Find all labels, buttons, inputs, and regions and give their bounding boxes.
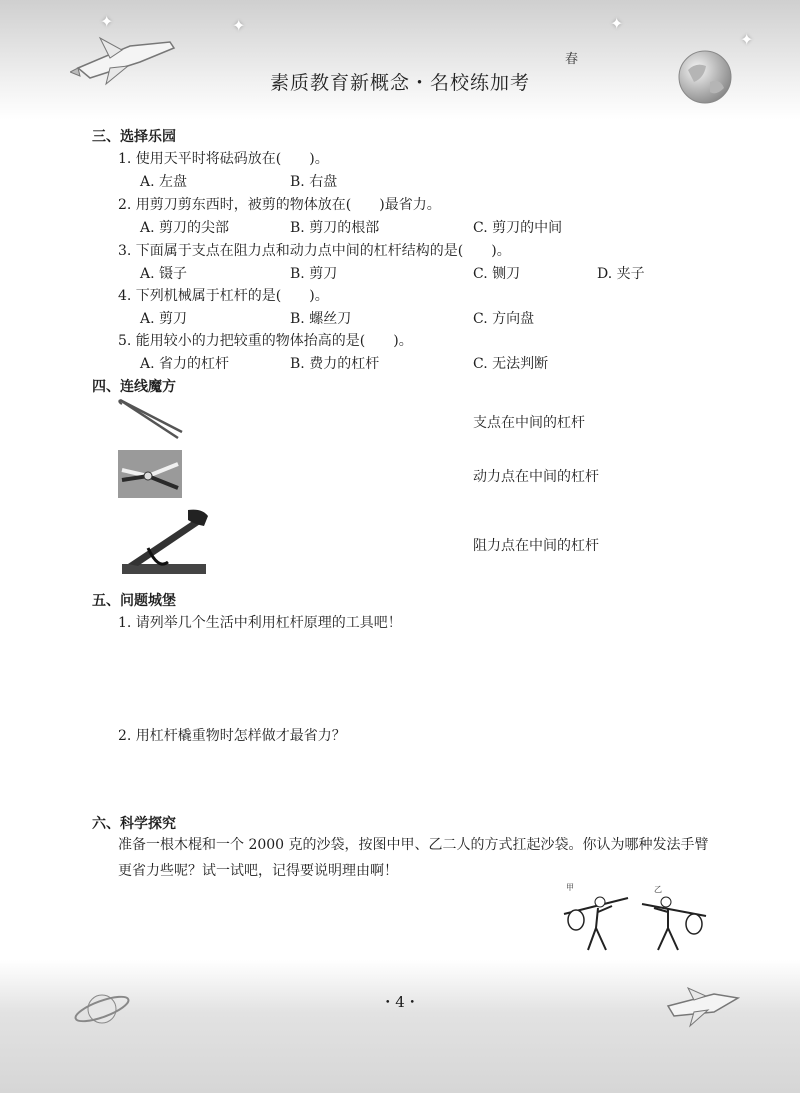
option: B. 螺丝刀	[290, 311, 352, 327]
option: A. 镊子	[140, 266, 188, 282]
option: C. 方向盘	[473, 311, 535, 327]
star-icon: ✦	[610, 14, 624, 33]
page-number: ・4・	[380, 993, 420, 1011]
option: A. 左盘	[140, 174, 188, 190]
figure-label: 甲	[566, 883, 574, 892]
option: B. 费力的杠杆	[290, 356, 380, 372]
match-label: 动力点在中间的杠杆	[473, 469, 599, 485]
match-label: 阻力点在中间的杠杆	[473, 538, 599, 554]
figure-label: 乙	[654, 885, 662, 894]
question-stem: 3. 下面属于支点在阻力点和动力点中间的杠杆结构的是( )。	[118, 243, 511, 259]
option: C. 剪刀的中间	[473, 220, 563, 236]
section-title-choice: 三、选择乐园	[92, 129, 176, 145]
tweezers-image	[118, 396, 186, 440]
question-stem: 4. 下列机械属于杠杆的是( )。	[118, 288, 329, 304]
pliers-image	[118, 450, 182, 498]
star-icon: ✦	[740, 30, 754, 49]
star-icon: ✦	[100, 12, 114, 31]
question-stem: 2. 用剪刀剪东西时，被剪的物体放在( )最省力。	[118, 197, 441, 213]
question-stem: 5. 能用较小的力把较重的物体抬高的是( )。	[118, 333, 413, 349]
option: C. 无法判断	[473, 356, 549, 372]
option: B. 右盘	[290, 174, 338, 190]
star-icon: ✦	[232, 16, 246, 35]
paper-cutter-image	[118, 508, 212, 578]
question-stem: 2. 用杠杆橇重物时怎样做才最省力？	[118, 728, 346, 744]
match-label: 支点在中间的杠杆	[473, 415, 585, 431]
section-title-exploration: 六、科学探究	[92, 816, 176, 832]
question-stem: 1. 使用天平时将砝码放在( )。	[118, 151, 329, 167]
section-title-matching: 四、连线魔方	[92, 379, 176, 395]
exploration-text: 准备一根木棍和一个 2000 克的沙袋，按图中甲、乙二人的方式扛起沙袋。你认为哪种发法手臂更省力些呢？试一试吧，记得要说明理由啊！	[118, 837, 709, 879]
option: C. 铡刀	[473, 266, 521, 282]
option: B. 剪刀	[290, 266, 338, 282]
page-header-title: 素质教育新概念・名校练加考	[269, 72, 530, 94]
option: A. 省力的杠杆	[140, 356, 230, 372]
two-people-carrying-sandbag-figure	[556, 880, 716, 960]
question-stem: 1. 请列举几个生活中利用杠杆原理的工具吧！	[118, 615, 402, 631]
option: B. 剪刀的根部	[290, 220, 380, 236]
option: D. 夹子	[597, 266, 645, 282]
option: A. 剪刀的尖部	[140, 220, 230, 236]
option: A. 剪刀	[140, 311, 188, 327]
section-title-questions: 五、问题城堡	[92, 593, 176, 609]
season-label: 春	[565, 52, 579, 67]
